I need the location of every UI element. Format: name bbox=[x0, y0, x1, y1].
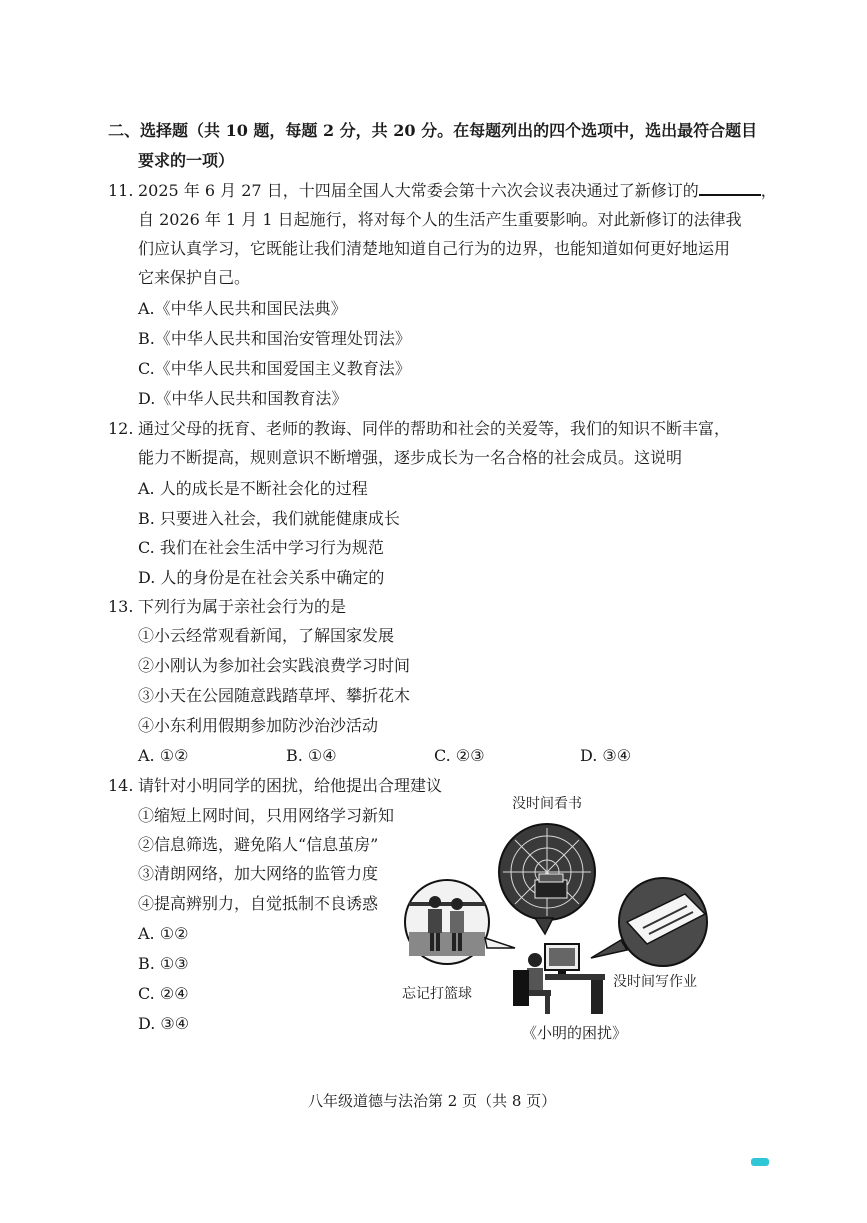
question-stem-line: 自 2026 年 1 月 1 日起施行，将对每个人的生活产生重要影响。对此新修订的法律我 bbox=[138, 210, 742, 229]
section-heading-line1: 二、选择题（共 10 题，每题 2 分，共 20 分。在每题列出的四个选项中，选出最符合题目 bbox=[108, 121, 758, 140]
basketball-boys-bubble bbox=[405, 880, 515, 964]
question-stem-line bbox=[138, 180, 777, 202]
option-d: D.《中华人民共和国教育法》 bbox=[138, 389, 348, 408]
question-stem-line: 们应认真学习，它既能让我们清楚地知道自己行为的边界，也能知道如何更好地运用 bbox=[138, 239, 731, 258]
statement-item: ①小云经常观看新闻，了解国家发展 bbox=[138, 626, 395, 645]
question-number: 14. bbox=[108, 776, 134, 795]
question-stem-line: 能力不断提高，规则意识不断增强，逐步成长为一名合格的社会成员。这说明 bbox=[138, 448, 683, 467]
statement-item: ③清朗网络，加大网络的监管力度 bbox=[138, 864, 379, 883]
statement-item: ④提高辨别力，自觉抵制不良诱惑 bbox=[138, 894, 379, 913]
option-b: B. 只要进入社会，我们就能健康成长 bbox=[138, 509, 400, 528]
option-d: D. 人的身份是在社会关系中确定的 bbox=[138, 568, 385, 587]
question-number: 11. bbox=[108, 181, 134, 200]
illustration-drawing bbox=[395, 810, 725, 1020]
option-b: B. ①④ bbox=[286, 746, 337, 765]
answer-blank bbox=[699, 180, 761, 196]
homework-desk-bubble bbox=[591, 878, 707, 966]
question-number: 12. bbox=[108, 419, 134, 438]
option-d: D. ③④ bbox=[580, 746, 632, 765]
option-b: B.《中华人民共和国治安管理处罚法》 bbox=[138, 329, 411, 348]
question-number: 13. bbox=[108, 597, 134, 616]
cobweb-books-bubble bbox=[499, 824, 595, 934]
boy-at-computer bbox=[513, 944, 605, 1014]
option-c: C. ②④ bbox=[138, 984, 189, 1003]
option-c: C. 我们在社会生活中学习行为规范 bbox=[138, 538, 384, 557]
option-a: A. 人的成长是不断社会化的过程 bbox=[138, 479, 368, 498]
page-footer: 八年级道德与法治第 2 页（共 8 页） bbox=[308, 1092, 557, 1110]
option-c: C. ②③ bbox=[434, 746, 485, 765]
option-a: A. ①② bbox=[138, 924, 189, 943]
statement-item: ④小东利用假期参加防沙治沙活动 bbox=[138, 716, 379, 735]
section-heading-line2: 要求的一项） bbox=[138, 151, 235, 170]
option-a: A.《中华人民共和国民法典》 bbox=[138, 299, 347, 318]
option-c: C.《中华人民共和国爱国主义教育法》 bbox=[138, 359, 411, 378]
question-stem-line: 通过父母的抚育、老师的教诲、同伴的帮助和社会的关爱等，我们的知识不断丰富， bbox=[138, 419, 731, 438]
statement-item: ②小刚认为参加社会实践浪费学习时间 bbox=[138, 656, 411, 675]
option-b: B. ①③ bbox=[138, 954, 189, 973]
stem-text: ， bbox=[760, 181, 777, 200]
question-stem-line: 下列行为属于亲社会行为的是 bbox=[138, 597, 347, 616]
statement-item: ①缩短上网时间，只用网络学习新知 bbox=[138, 806, 395, 825]
page-tab-marker bbox=[751, 1158, 769, 1166]
statement-item: ②信息筛选，避免陷人“信息茧房” bbox=[138, 835, 379, 854]
label-no-time-homework: 没时间写作业 bbox=[613, 974, 697, 990]
label-forgot-basketball: 忘记打篮球 bbox=[402, 986, 472, 1002]
label-no-time-to-read: 没时间看书 bbox=[512, 796, 582, 812]
question-stem-line: 它来保护自己。 bbox=[138, 268, 251, 287]
stem-text: 2025 年 6 月 27 日，十四届全国人大常委会第十六次会议表决通过了新修订的 bbox=[138, 181, 699, 200]
option-d: D. ③④ bbox=[138, 1014, 190, 1033]
question-stem-line: 请针对小明同学的困扰，给他提出合理建议 bbox=[138, 776, 443, 795]
illustration-caption: 《小明的困扰》 bbox=[522, 1024, 628, 1042]
statement-item: ③小天在公园随意践踏草坪、攀折花木 bbox=[138, 686, 411, 705]
option-a: A. ①② bbox=[138, 746, 189, 765]
